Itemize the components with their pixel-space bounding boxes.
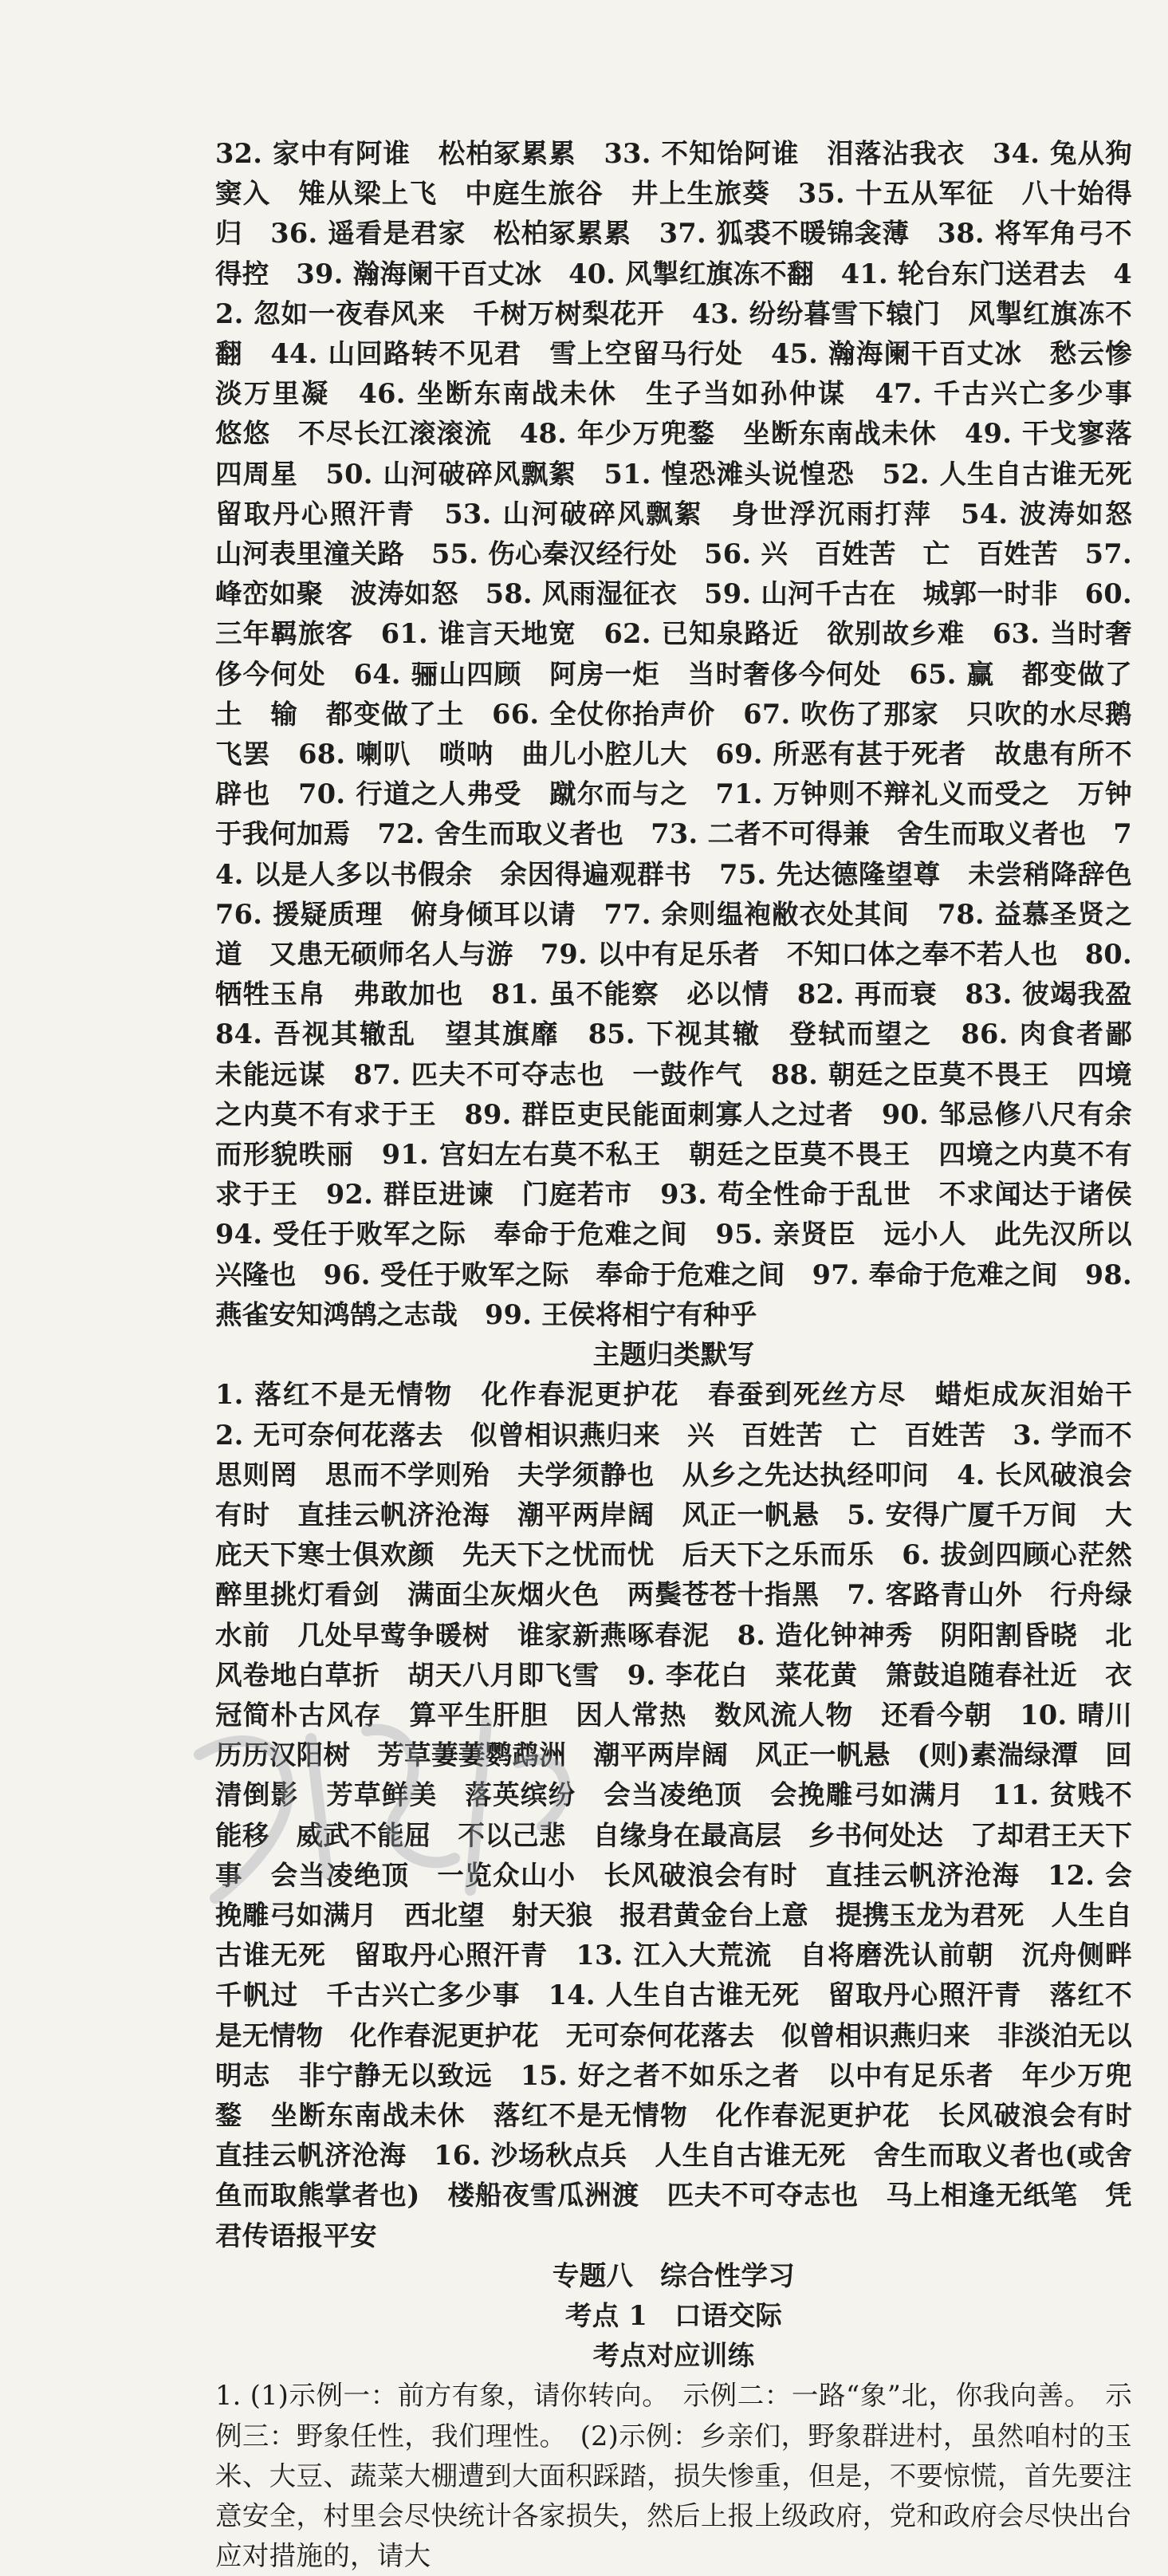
training-heading: 考点对应训练 — [592, 2340, 755, 2372]
recitation-answers-32-99: 32. 家中有阿谁 松柏冢累累 33. 不知饴阿谁 泪落沾我衣 34. 兔从狗窦入 雉从梁上飞 中庭生旅谷 井上生旅葵 35. 十五从军征 八十始得归 36. 遥看是君家 松柏冢累累 37. 狐裘不暖锦衾薄 38. 将军角弓不得控 39. 瀚海阑干百丈冰 40. 风掣红旗冻不翻 41. 轮台东门送君去 42. 忽如一夜春风来 千树万树梨花开 43. 纷纷暮雪下辕门 风掣红旗冻不翻 44. 山回路转不见君 雪上空留马行处 45. 瀚海阑干百丈冰 愁云惨淡万里凝 46. 坐断东南战未休 生子当如孙仲谋 47. 千古兴亡多少事 悠悠 不尽长江滚滚流 48. 年少万兜鍪 坐断东南战未休 49. 干戈寥落四周星 50. 山河破碎风飘絮 51. 惶恐滩头说惶恐 52. 人生自古谁无死 留取丹心照汗青 53. 山河破碎风飘絮 身世浮沉雨打萍 54. 波涛如怒 山河表里潼关路 55. 伤心秦汉经行处 56. 兴 百姓苦 亡 百姓苦 57. 峰峦如聚 波涛如怒 58. 风雨湿征衣 59. 山河千古在 城郭一时非 60. 三年羁旅客 61. 谁言天地宽 62. 已知泉路近 欲别故乡难 63. 当时奢侈今何处 64. 骊山四顾 阿房一炬 当时奢侈今何处 65. 赢 都变做了土 输 都变做了土 66. 全仗你抬声价 67. 吹伤了那家 只吹的水尽鹅飞罢 68. 喇叭 唢呐 曲儿小腔儿大 69. 所恶有甚于死者 故患有所不辟也 70. 行道之人弗受 蹴尔而与之 71. 万钟则不辩礼义而受之 万钟于我何加焉 72. 舍生而取义者也 73. 二者不可得兼 舍生而取义者也 74. 以是人多以书假余 余因得遍观群书 75. 先达德隆望尊 未尝稍降辞色 76. 援疑质理 俯身倾耳以请 77. 余则缊袍敝衣处其间 78. 益慕圣贤之道 又患无硕师名人与游 79. 以中有足乐者 不知口体之奉不若人也 80. 牺牲玉帛 弗敢加也 81. 虽不能察 必以情 82. 再而衰 83. 彼竭我盈 84. 吾视其辙乱 望其旗靡 85. 下视其辙 登轼而望之 86. 肉食者鄙 未能远谋 87. 匹夫不可夺志也 一鼓作气 88. 朝廷之臣莫不畏王 四境之内莫不有求于王 89. 群臣吏民能面刺寡人之过者 90. 邹忌修八尺有余 而形貌昳丽 91. 宫妇左右莫不私王 朝廷之臣莫不畏王 四境之内莫不有求于王 92. 群臣进谏 门庭若市 93. 苟全性命于乱世 不求闻达于诸侯 94. 受任于败军之际 奉命于危难之间 95. 亲贤臣 远小人 此先汉所以兴隆也 96. 受任于败军之际 奉命于危难之间 97. 奉命于危难之间 98. 燕雀安知鸿鹄之志哉 99. 王侯将相宁有种乎 — [215, 138, 1159, 1330]
point-heading-oral-communication: 考点 1 口语交际 — [564, 2299, 783, 2331]
oral-communication-answers: 1. (1)示例一：前方有象，请你转向。 示例二：一路“象”北，你我向善。 示例三：野象任性，我们理性。 (2)示例：乡亲们，野象群进村，虽然咱村的玉米、大豆、蔬菜大棚遭到大面积踩踏，损失惨重，但是，不要惊慌，首先要注意安全，村里会尽快统计各家损失，然后上报上级政府，党和政府会尽快出台应对措施的，请大 — [215, 2380, 1132, 2572]
topic-heading-comprehensive-learning: 专题八 综合性学习 — [552, 2259, 796, 2291]
thematic-dictation-answers: 1. 落红不是无情物 化作春泥更护花 春蚕到死丝方尽 蜡炬成灰泪始干 2. 无可奈何花落去 似曾相识燕归来 兴 百姓苦 亡 百姓苦 3. 学而不思则罔 思而不学则殆 夫学须静也 从乡之先达执经叩问 4. 长风破浪会有时 直挂云帆济沧海 潮平两岸阔 风正一帆悬 5. 安得广厦千万间 大庇天下寒士俱欢颜 先天下之忧而忧 后天下之乐而乐 6. 拔剑四顾心茫然 醉里挑灯看剑 满面尘灰烟火色 两鬓苍苍十指黑 7. 客路青山外 行舟绿水前 几处早莺争暖树 谁家新燕啄春泥 8. 造化钟神秀 阴阳割昏晓 北风卷地白草折 胡天八月即飞雪 9. 李花白 菜花黄 箫鼓追随春社近 衣冠简朴古风存 算平生肝胆 因人常热 数风流人物 还看今朝 10. 晴川历历汉阳树 芳草萋萋鹦鹉洲 潮平两岸阔 风正一帆悬 (则)素湍绿潭 回清倒影 芳草鲜美 落英缤纷 会当凌绝顶 会挽雕弓如满月 11. 贫贱不能移 威武不能屈 不以己悲 自缘身在最高层 乡书何处达 了却君王天下事 会当凌绝顶 一览众山小 长风破浪会有时 直挂云帆济沧海 12. 会挽雕弓如满月 西北望 射天狼 报君黄金台上意 提携玉龙为君死 人生自古谁无死 留取丹心照汗青 13. 江入大荒流 自将磨洗认前朝 沉舟侧畔千帆过 千古兴亡多少事 14. 人生自古谁无死 留取丹心照汗青 落红不是无情物 化作春泥更护花 无可奈何花落去 似曾相识燕归来 非淡泊无以明志 非宁静无以致远 15. 好之者不如乐之者 以中有足乐者 年少万兜鍪 坐断东南战未休 落红不是无情物 化作春泥更护花 长风破浪会有时 直挂云帆济沧海 16. 沙场秋点兵 人生自古谁无死 舍生而取义者也(或舍鱼而取熊掌者也) 楼船夜雪瓜洲渡 匹夫不可夺志也 马上相逢无纸笔 凭君传语报平安 — [215, 1379, 1159, 2251]
answer-text-column — [215, 134, 1159, 2576]
section-heading-thematic-dictation: 主题归类默写 — [592, 1339, 755, 1371]
